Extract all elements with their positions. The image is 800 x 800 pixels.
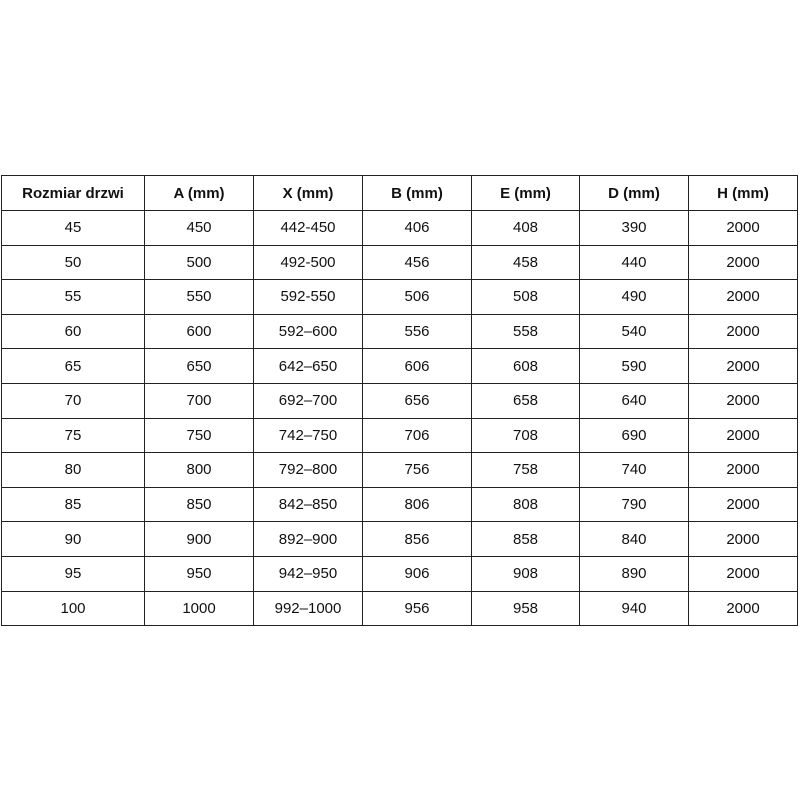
table-row — [2, 453, 798, 488]
cell-door-size: 75 — [2, 418, 145, 453]
table-header — [2, 176, 798, 211]
cell-d: 940 — [580, 591, 689, 626]
table-row — [2, 280, 798, 315]
cell-x: 942–950 — [254, 556, 363, 591]
cell-d: 440 — [580, 245, 689, 280]
cell-x: 742–750 — [254, 418, 363, 453]
cell-a: 600 — [145, 314, 254, 349]
cell-d: 690 — [580, 418, 689, 453]
table-row — [2, 314, 798, 349]
cell-d: 890 — [580, 556, 689, 591]
cell-door-size: 65 — [2, 349, 145, 384]
cell-b: 756 — [363, 453, 472, 488]
cell-b: 456 — [363, 245, 472, 280]
cell-e: 908 — [472, 556, 580, 591]
cell-door-size: 70 — [2, 383, 145, 418]
cell-e: 758 — [472, 453, 580, 488]
cell-a: 900 — [145, 522, 254, 557]
cell-b: 906 — [363, 556, 472, 591]
table-row — [2, 245, 798, 280]
cell-e: 508 — [472, 280, 580, 315]
header-cell-x: X (mm) — [254, 176, 363, 211]
cell-a: 550 — [145, 280, 254, 315]
table-row — [2, 383, 798, 418]
door-size-table — [1, 175, 798, 626]
cell-a: 500 — [145, 245, 254, 280]
cell-e: 858 — [472, 522, 580, 557]
cell-door-size: 85 — [2, 487, 145, 522]
cell-door-size: 100 — [2, 591, 145, 626]
cell-h: 2000 — [689, 383, 798, 418]
cell-x: 992–1000 — [254, 591, 363, 626]
cell-d: 740 — [580, 453, 689, 488]
cell-a: 750 — [145, 418, 254, 453]
table-row — [2, 418, 798, 453]
cell-door-size: 60 — [2, 314, 145, 349]
cell-a: 1000 — [145, 591, 254, 626]
cell-door-size: 55 — [2, 280, 145, 315]
cell-a: 450 — [145, 211, 254, 246]
header-cell-door-size: Rozmiar drzwi — [2, 176, 145, 211]
cell-b: 956 — [363, 591, 472, 626]
cell-x: 592-550 — [254, 280, 363, 315]
header-cell-b: B (mm) — [363, 176, 472, 211]
table-body — [2, 211, 798, 626]
cell-h: 2000 — [689, 453, 798, 488]
cell-door-size: 80 — [2, 453, 145, 488]
cell-e: 608 — [472, 349, 580, 384]
cell-e: 658 — [472, 383, 580, 418]
cell-x: 692–700 — [254, 383, 363, 418]
cell-e: 708 — [472, 418, 580, 453]
cell-h: 2000 — [689, 591, 798, 626]
cell-h: 2000 — [689, 211, 798, 246]
cell-a: 700 — [145, 383, 254, 418]
cell-door-size: 45 — [2, 211, 145, 246]
cell-h: 2000 — [689, 487, 798, 522]
cell-d: 540 — [580, 314, 689, 349]
cell-h: 2000 — [689, 280, 798, 315]
table-row — [2, 211, 798, 246]
cell-b: 556 — [363, 314, 472, 349]
cell-b: 656 — [363, 383, 472, 418]
cell-e: 808 — [472, 487, 580, 522]
cell-h: 2000 — [689, 349, 798, 384]
cell-h: 2000 — [689, 245, 798, 280]
cell-x: 792–800 — [254, 453, 363, 488]
cell-e: 558 — [472, 314, 580, 349]
cell-b: 806 — [363, 487, 472, 522]
cell-door-size: 90 — [2, 522, 145, 557]
cell-x: 642–650 — [254, 349, 363, 384]
cell-d: 490 — [580, 280, 689, 315]
cell-a: 800 — [145, 453, 254, 488]
cell-d: 840 — [580, 522, 689, 557]
header-row — [2, 176, 798, 211]
table-row — [2, 556, 798, 591]
cell-b: 606 — [363, 349, 472, 384]
cell-h: 2000 — [689, 314, 798, 349]
cell-d: 640 — [580, 383, 689, 418]
cell-h: 2000 — [689, 556, 798, 591]
cell-b: 856 — [363, 522, 472, 557]
cell-e: 958 — [472, 591, 580, 626]
table-row — [2, 487, 798, 522]
cell-a: 650 — [145, 349, 254, 384]
table-row — [2, 591, 798, 626]
cell-door-size: 50 — [2, 245, 145, 280]
cell-e: 408 — [472, 211, 580, 246]
header-cell-e: E (mm) — [472, 176, 580, 211]
cell-a: 950 — [145, 556, 254, 591]
cell-d: 790 — [580, 487, 689, 522]
cell-h: 2000 — [689, 522, 798, 557]
table-row — [2, 349, 798, 384]
header-cell-d: D (mm) — [580, 176, 689, 211]
cell-a: 850 — [145, 487, 254, 522]
cell-e: 458 — [472, 245, 580, 280]
cell-b: 706 — [363, 418, 472, 453]
header-cell-a: A (mm) — [145, 176, 254, 211]
cell-h: 2000 — [689, 418, 798, 453]
cell-d: 590 — [580, 349, 689, 384]
cell-door-size: 95 — [2, 556, 145, 591]
cell-b: 506 — [363, 280, 472, 315]
cell-x: 492-500 — [254, 245, 363, 280]
cell-d: 390 — [580, 211, 689, 246]
cell-x: 592–600 — [254, 314, 363, 349]
header-cell-h: H (mm) — [689, 176, 798, 211]
cell-x: 892–900 — [254, 522, 363, 557]
cell-b: 406 — [363, 211, 472, 246]
table-row — [2, 522, 798, 557]
cell-x: 442-450 — [254, 211, 363, 246]
cell-x: 842–850 — [254, 487, 363, 522]
